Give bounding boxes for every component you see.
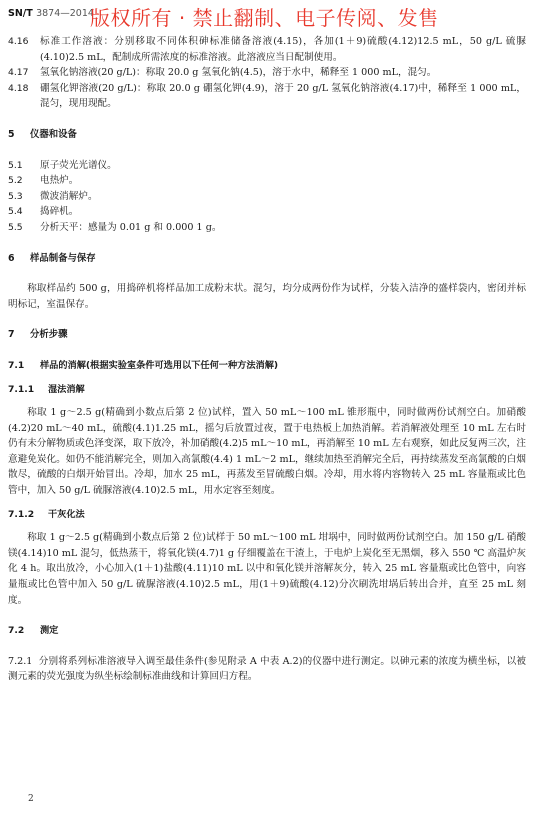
clause-5-5 bbox=[8, 220, 526, 236]
wet-digestion-paragraph: 称取 1 g～2.5 g(精确到小数点后第 2 位)试样，置入 50 mL～100 mL 锥形瓶中，同时做两份试剂空白。加硝酸(4.2)20 mL～40 mL，硫酸(4.1)1.25 mL，摇匀后放置过夜，置于电热板上加热消解。若消解液处理至 10 mL 左右时仍有未分解物质或色泽变深，取下放冷，补加硝酸(4.2)5 mL～10 mL，再消解至 10 mL 左右观察，如此反复两三次，注意避免炭化。如仍不能消解完全，则加入高氯酸(4.4) 1 mL～2 mL，继续加热至消解完全后，再持续蒸发至高氯酸的白烟散尽，硫酸的白烟开始冒出。冷却，加水 25 mL，再蒸发至冒硫酸白烟。冷却，用水将内容物转入 25 mL 容量瓶或比色管中，加入 50 g/L 硫脲溶液(4.10)2.5 mL，用水定容至刻度。 bbox=[8, 407, 526, 497]
clause-number: 5.3 bbox=[8, 190, 23, 202]
section-title: 仪器和设备 bbox=[30, 128, 77, 140]
subsection-number: 7.2 bbox=[8, 625, 25, 637]
subsection-title: 湿法消解 bbox=[48, 383, 85, 395]
clause-text: 分别将系列标准溶液导入调至最佳条件(参见附录 A 中表 A.2)的仪器中进行测定。以砷元素的浓度为横坐标，以被测元素的荧光强度为纵坐标绘制标准曲线和计算回归方程。 bbox=[8, 655, 526, 683]
section-heading-7 bbox=[8, 327, 526, 343]
standard-number: 3874—2014 bbox=[36, 8, 94, 19]
clause-text: 微波消解炉。 bbox=[40, 190, 98, 202]
clause-4-18 bbox=[8, 81, 526, 112]
subsection-number: 7.1 bbox=[8, 359, 25, 371]
subsection-title: 干灰化法 bbox=[48, 508, 85, 520]
document-body bbox=[8, 34, 526, 685]
subsection-heading-7-1 bbox=[8, 358, 526, 374]
clause-text: 原子荧光光谱仪。 bbox=[40, 159, 117, 171]
clause-number: 5.5 bbox=[8, 221, 23, 233]
copyright-watermark: 版权所有 · 禁止翻制、电子传阅、发售 bbox=[90, 6, 439, 30]
subsection-heading-7-2 bbox=[8, 623, 526, 639]
standard-prefix: SN/T bbox=[8, 8, 33, 19]
subsection-title: 测定 bbox=[40, 625, 59, 637]
dry-ashing-paragraph: 称取 1 g～2.5 g(精确到小数点后第 2 位)试样于 50 mL～100 mL 坩埚中，同时做两份试剂空白。加 150 g/L 硝酸镁(4.14)10 mL 混匀，低热蒸干，将氧化镁(4.7)1 g 仔细覆盖在干渣上，于电炉上炭化至无黑烟，移入 550 ℃ 高温炉灰化 4 h。取出放冷，小心加入(1＋1)盐酸(4.11)10 mL 以中和氧化镁并溶解灰分，转入 25 mL 容量瓶或比色管中，向容量瓶或比色管中加入 50 g/L 硫脲溶液(4.10)2.5 mL，用(1＋9)硫酸(4.12)分次刷洗坩埚后转出合并，直至 25 mL 刻度。 bbox=[8, 532, 526, 606]
clause-5-2 bbox=[8, 173, 526, 189]
clause-5-4 bbox=[8, 204, 526, 220]
section-number: 6 bbox=[8, 252, 15, 264]
clause-text: 标准工作溶液：分别移取不同体积砷标准储备溶液(4.15)，各加(1＋9)硫酸(4.12)12.5 mL，50 g/L 硫脲(4.10)2.5 mL，配制成所需浓度的标准溶液。此溶液应当日配制使用。 bbox=[40, 36, 526, 63]
subsection-number: 7.1.1 bbox=[8, 383, 35, 395]
clause-5-3 bbox=[8, 189, 526, 205]
clause-text: 电热炉。 bbox=[40, 175, 79, 187]
section-title: 样品制备与保存 bbox=[30, 252, 96, 264]
clause-number: 5.1 bbox=[8, 159, 23, 171]
subsection-title: 样品的消解(根据实验室条件可选用以下任何一种方法消解) bbox=[40, 359, 279, 371]
section-6-paragraph: 称取样品约 500 g，用捣碎机将样品加工成粉末状。混匀，均分成两份作为试样，分装入洁净的盛样袋内，密闭并标明标记，室温保存。 bbox=[8, 283, 526, 310]
section-title: 分析步骤 bbox=[30, 329, 68, 341]
clause-text: 氢氧化钠溶液(20 g/L)：称取 20.0 g 氢氧化钠(4.5)，溶于水中，稀释至 1 000 mL，混匀。 bbox=[40, 67, 437, 79]
clause-number: 5.4 bbox=[8, 206, 23, 218]
clause-text: 分析天平：感量为 0.01 g 和 0.000 1 g。 bbox=[40, 221, 222, 233]
clause-text: 硼氢化钾溶液(20 g/L)：称取 20.0 g 硼氢化钾(4.9)，溶于 20 g/L 氢氧化钠溶液(4.17)中，稀释至 1 000 mL，混匀，现用现配。 bbox=[40, 82, 526, 110]
page-number: 2 bbox=[28, 794, 34, 804]
clause-number: 7.2.1 bbox=[8, 655, 33, 667]
section-number: 5 bbox=[8, 128, 15, 140]
clause-number: 4.17 bbox=[8, 67, 29, 79]
clause-7-2-1 bbox=[8, 654, 526, 685]
subsection-heading-7-1-1 bbox=[8, 382, 526, 398]
clause-number: 4.18 bbox=[8, 82, 29, 94]
clause-4-16 bbox=[8, 34, 526, 65]
standard-code bbox=[8, 8, 94, 19]
section-heading-6 bbox=[8, 251, 526, 267]
clause-number: 4.16 bbox=[8, 36, 29, 47]
clause-4-17 bbox=[8, 65, 526, 81]
clause-number: 5.2 bbox=[8, 175, 23, 187]
clause-5-1 bbox=[8, 158, 526, 174]
subsection-heading-7-1-2 bbox=[8, 507, 526, 523]
section-number: 7 bbox=[8, 329, 15, 341]
section-heading-5 bbox=[8, 127, 526, 143]
subsection-number: 7.1.2 bbox=[8, 508, 35, 520]
clause-text: 捣碎机。 bbox=[40, 206, 79, 218]
